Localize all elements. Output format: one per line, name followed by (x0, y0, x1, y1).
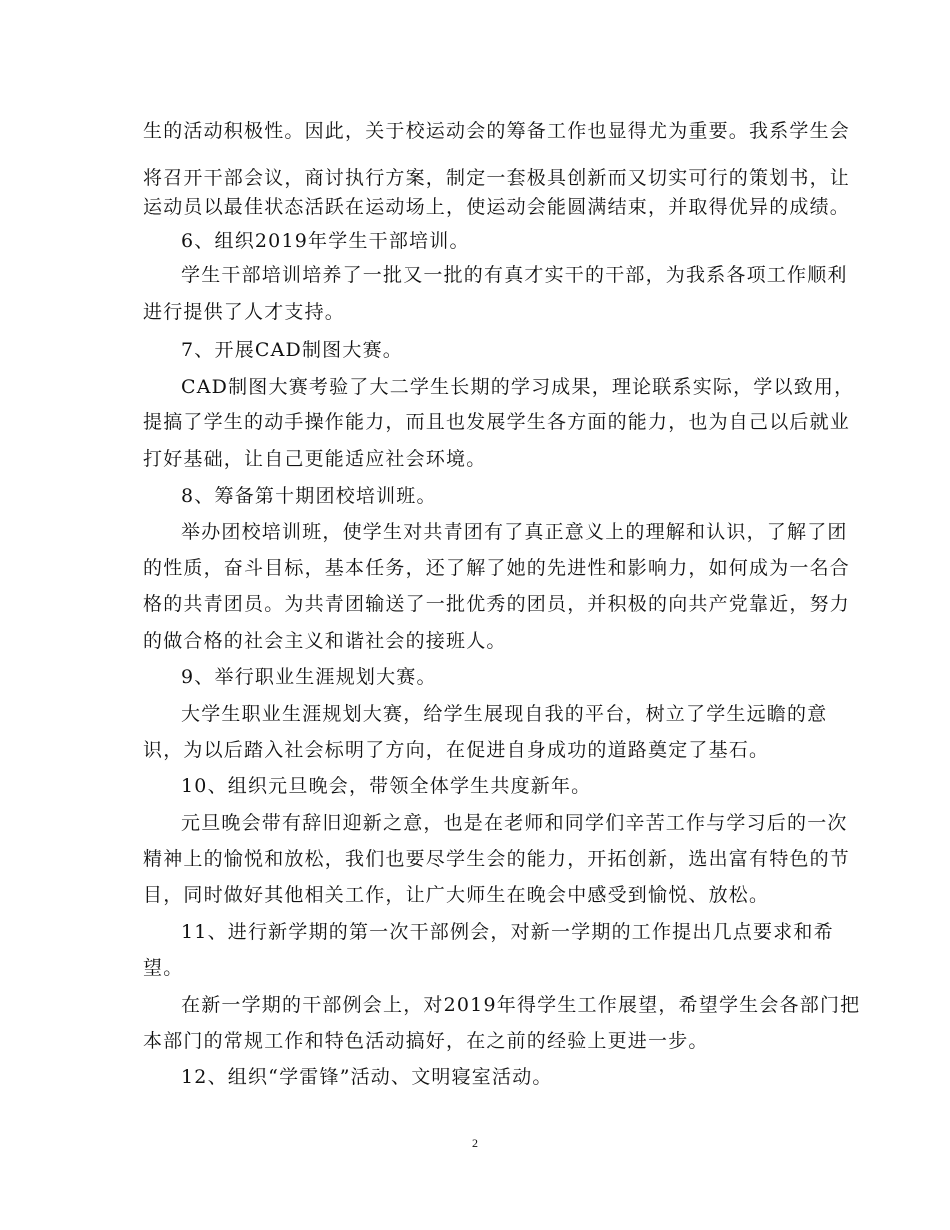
section-heading: 8、筹备第十期团校培训班。 (181, 485, 437, 507)
section-heading: 9、举行职业生涯规划大赛。 (181, 666, 437, 688)
text-line: CAD制图大赛考验了大二学生长期的学习成果，理论联系实际，学以致用， (181, 376, 855, 398)
text-line: 举办团校培训班，使学生对共青团有了真正意义上的理解和认识，了解了团 (181, 521, 848, 543)
section-heading: 12、组织“学雷锋”活动、文明寝室活动。 (181, 1066, 553, 1088)
section-heading: 7、开展CAD制图大赛。 (181, 339, 403, 361)
text-line: 运动员以最佳状态活跃在运动场上，使运动会能圆满结束，并取得优异的成绩。 (143, 196, 851, 218)
text-line: 大学生职业生涯规划大赛，给学生展现自我的平台，树立了学生远瞻的意 (181, 703, 828, 725)
text-line: 在新一学期的干部例会上，对2019年得学生工作展望，希望学生会各部门把 (181, 994, 861, 1016)
text-line: 的性质，奋斗目标，基本任务，还了解了她的先进性和影响力，如何成为一名合 (143, 557, 851, 579)
text-line: 打好基础，让自己更能适应社会环境。 (143, 448, 487, 470)
text-line: 的做合格的社会主义和谐社会的接班人。 (143, 630, 507, 652)
section-heading: 望。 (143, 957, 184, 979)
text-line: 精神上的愉悦和放松，我们也要尽学生会的能力，开拓创新，选出富有特色的节 (143, 848, 851, 870)
text-line: 元旦晚会带有辞旧迎新之意，也是在老师和同学们辛苦工作与学习后的一次 (181, 812, 848, 834)
text-line: 识，为以后踏入社会标明了方向，在促进自身成功的道路奠定了基石。 (143, 739, 770, 761)
text-line: 本部门的常规工作和特色活动搞好，在之前的经验上更进一步。 (143, 1030, 709, 1052)
text-line: 学生干部培训培养了一批又一批的有真才实干的干部，为我系各项工作顺利 (181, 264, 848, 286)
page-number: 2 (472, 1136, 478, 1150)
text-line: 将召开干部会议，商讨执行方案，制定一套极具创新而又切实可行的策划书，让 (143, 167, 851, 189)
text-line: 提搞了学生的动手操作能力，而且也发展学生各方面的能力，也为自己以后就业 (143, 411, 851, 433)
text-line: 目，同时做好其他相关工作，让广大师生在晚会中感受到愉悦、放松。 (143, 884, 770, 906)
section-heading: 6、组织2019年学生干部培训。 (181, 230, 470, 252)
section-heading: 10、组织元旦晚会，带领全体学生共度新年。 (181, 775, 592, 797)
text-line: 进行提供了人才支持。 (143, 301, 346, 323)
section-heading: 11、进行新学期的第一次干部例会，对新一学期的工作提出几点要求和希 (181, 921, 834, 943)
text-line: 格的共青团员。为共青团输送了一批优秀的团员，并积极的向共产党靠近，努力 (143, 593, 851, 615)
text-line: 生的活动积极性。因此，关于校运动会的筹备工作也显得尤为重要。我系学生会 (143, 120, 851, 142)
